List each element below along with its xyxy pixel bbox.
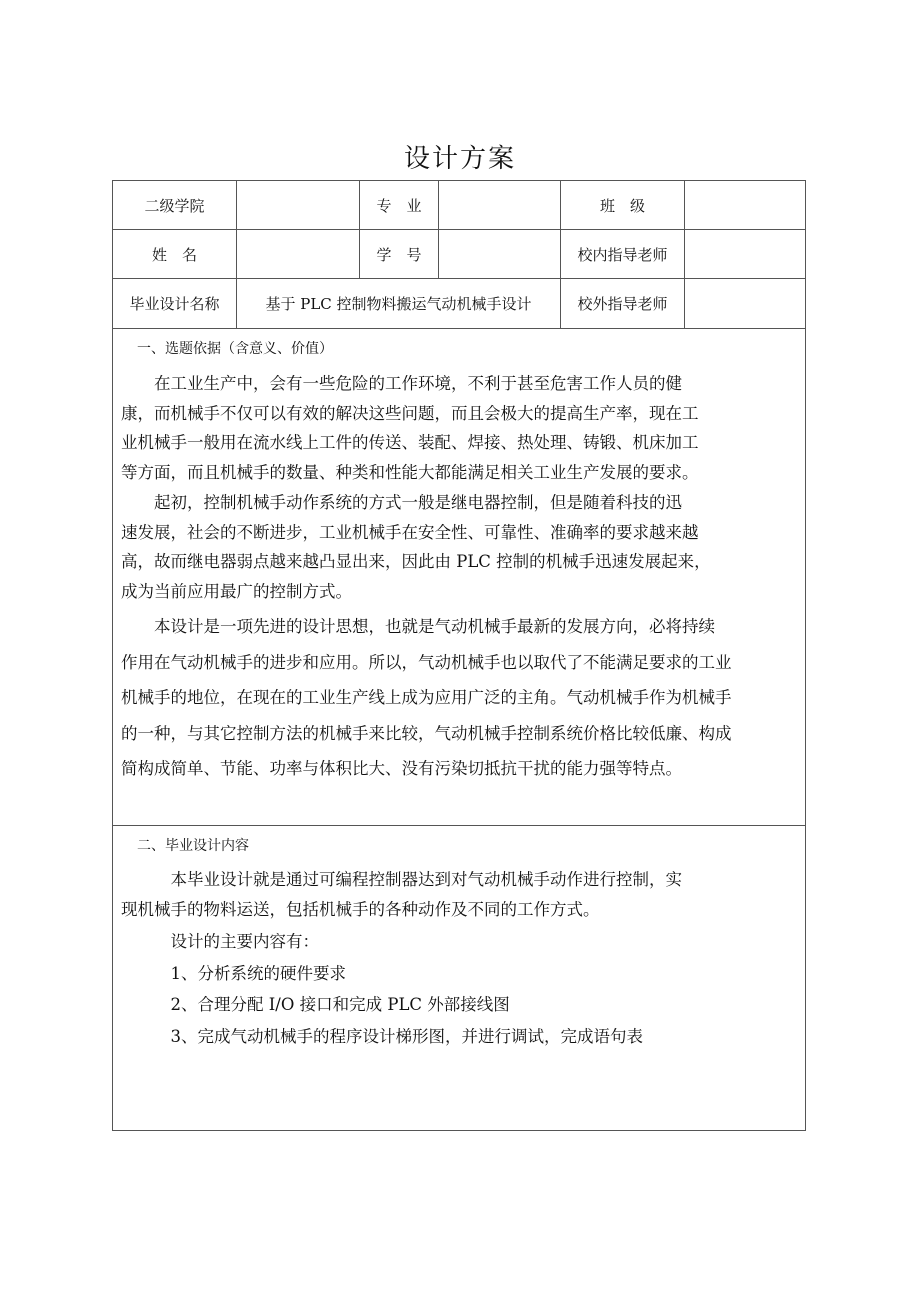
- list-item: 设计的主要内容有：: [121, 932, 319, 951]
- text-line: 高，故而继电器弱点越来越凸显出来，因此由 PLC 控制的机械手迅速发展起来，: [121, 552, 711, 572]
- text-line: 作用在气动机械手的进步和应用。所以，气动机械手也以取代了不能满足要求的工业: [121, 652, 732, 672]
- page-title: 设计方案: [403, 144, 516, 174]
- section1-paragraph-3: [121, 609, 801, 787]
- name-label: 姓 名: [151, 245, 197, 264]
- section1-paragraph-1: [121, 369, 801, 488]
- text-line: 的一种，与其它控制方法的机械手来比较，气动机械手控制系统价格比较低廉、构成: [121, 723, 732, 743]
- student-id-value[interactable]: [439, 230, 560, 278]
- text-line: 速发展，社会的不断进步，工业机械手在安全性、可靠性、准确率的要求越来越: [121, 522, 699, 542]
- section2-content-list: [121, 926, 801, 1052]
- major-label: 专 业: [376, 196, 422, 215]
- inner-advisor-label: 校内指导老师: [577, 245, 668, 264]
- inner-advisor-value[interactable]: [685, 230, 805, 278]
- student-id-label: 学 号: [376, 245, 422, 264]
- list-item: 2、合理分配 I/O 接口和完成 PLC 外部接线图: [121, 995, 510, 1014]
- outer-advisor-value[interactable]: [685, 279, 805, 328]
- design-plan-table: [112, 180, 806, 1131]
- list-item: 1、分析系统的硬件要求: [121, 963, 346, 983]
- text-line: 康，而机械手不仅可以有效的解决这些问题，而且会极大的提高生产率，现在工: [121, 403, 699, 423]
- name-value[interactable]: [237, 230, 359, 278]
- section2-heading: 二、毕业设计内容: [137, 838, 249, 854]
- project-value[interactable]: 基于 PLC 控制物料搬运气动机械手设计: [265, 295, 532, 313]
- section-divider: [113, 825, 805, 826]
- section1-paragraph-2: [121, 488, 801, 607]
- text-line: 简构成简单、节能、功率与体积比大、没有污染切抵抗干扰的能力强等特点。: [121, 759, 682, 778]
- outer-advisor-label: 校外指导老师: [577, 295, 668, 313]
- text-line: 等方面，而且机械手的数量、种类和性能大都能满足相关工业生产发展的要求。: [121, 463, 699, 483]
- row-divider: [113, 328, 805, 329]
- class-value[interactable]: [685, 181, 805, 229]
- text-line: 成为当前应用最广的控制方式。: [121, 582, 352, 602]
- text-line: 现机械手的物料运送，包括机械手的各种动作及不同的工作方式。: [121, 900, 600, 919]
- text-line: 业机械手一般用在流水线上工件的传送、装配、焊接、热处理、铸锻、机床加工: [121, 433, 699, 453]
- class-label: 班 级: [599, 196, 645, 215]
- major-value[interactable]: [439, 181, 560, 229]
- text-line: 本毕业设计就是通过可编程控制器达到对气动机械手动作进行控制，实: [121, 870, 682, 889]
- section2-paragraph-1: [121, 865, 801, 925]
- college-value[interactable]: [237, 181, 359, 229]
- text-line: 在工业生产中，会有一些危险的工作环境，不利于甚至危害工作人员的健: [121, 374, 682, 393]
- text-line: 起初，控制机械手动作系统的方式一般是继电器控制，但是随着科技的迅: [121, 493, 682, 512]
- text-line: 本设计是一项先进的设计思想，也就是气动机械手最新的发展方向，必将持续: [121, 617, 715, 636]
- list-item: 3、完成气动机械手的程序设计梯形图，并进行调试，完成语句表: [121, 1026, 643, 1046]
- college-label: 二级学院: [144, 196, 205, 215]
- project-label: 毕业设计名称: [129, 295, 220, 313]
- section1-heading: 一、选题依据（含意义、价值）: [137, 341, 333, 357]
- text-line: 机械手的地位，在现在的工业生产线上成为应用广泛的主角。气动机械手作为机械手: [121, 688, 732, 707]
